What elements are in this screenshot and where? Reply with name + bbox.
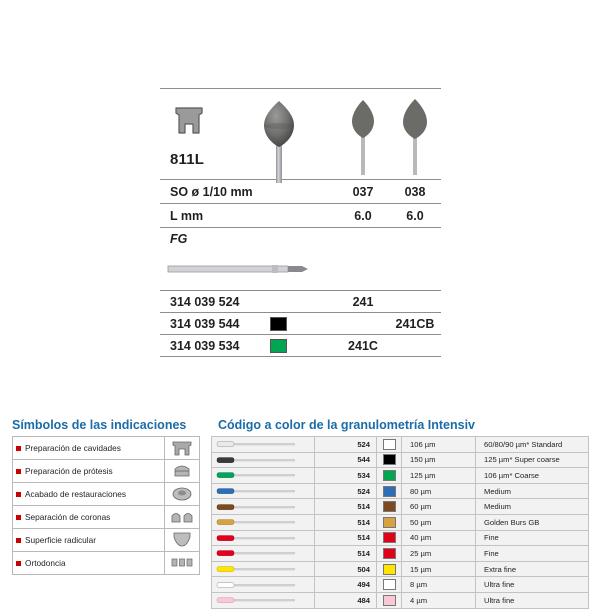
symbols-table [12, 436, 200, 575]
grit-ref: 524 [315, 437, 377, 453]
table-row [13, 506, 200, 529]
table-row [212, 499, 589, 515]
bullet-icon [16, 561, 21, 566]
bur-profile-icon [215, 534, 305, 542]
grit-desc: Golden Burs GB [476, 514, 589, 530]
symbol-label: Preparación de cavidades [25, 443, 121, 453]
color-swatch-black [270, 317, 287, 331]
grit-desc: Medium [476, 483, 589, 499]
spec-value: 6.0 [354, 208, 372, 223]
restoration-finishing-icon [165, 483, 200, 506]
symbol-label-cell [13, 460, 165, 483]
bur-profile-icon [215, 518, 305, 526]
bur-profile-icon [215, 581, 305, 589]
grit-bur-icon-cell [212, 468, 315, 484]
grit-desc: 125 µm* Super coarse [476, 452, 589, 468]
shank-profile-icon [168, 262, 318, 276]
table-row [212, 452, 589, 468]
bur-profile-icon [215, 487, 305, 495]
orthodontics-icon [165, 552, 200, 575]
spec-label: L mm [170, 208, 204, 223]
symbol-label-cell [13, 437, 165, 460]
prosthesis-prep-icon [165, 460, 200, 483]
bur-profile-icon [215, 549, 305, 557]
spec-value: 038 [404, 184, 426, 199]
grit-size: 60 µm [402, 499, 476, 515]
cavity-prep-icon [170, 439, 194, 456]
grit-ref: 504 [315, 561, 377, 577]
grit-bur-icon-cell [212, 561, 315, 577]
bur-preview-037 [337, 89, 389, 179]
crown-separation-icon [170, 508, 194, 525]
grit-size: 40 µm [402, 530, 476, 546]
grit-bur-icon-cell [212, 514, 315, 530]
root-surface-icon [170, 531, 194, 548]
bur-profile-icon [215, 596, 305, 604]
table-row [212, 483, 589, 499]
grit-code-alt: 241CB [395, 316, 435, 331]
symbol-label: Ortodoncia [25, 558, 66, 568]
shank-type-label: FG [170, 232, 188, 246]
grit-size: 150 µm [402, 452, 476, 468]
grit-color-swatch [377, 514, 402, 530]
symbol-label-cell [13, 506, 165, 529]
grit-desc: Fine [476, 530, 589, 546]
grit-ref: 484 [315, 592, 377, 608]
grit-ref: 514 [315, 530, 377, 546]
symbol-label: Superficie radicular [25, 535, 97, 545]
shank-illustration-row [160, 250, 441, 291]
table-row [212, 468, 589, 484]
grit-size: 25 µm [402, 546, 476, 562]
grit-ref: 534 [315, 468, 377, 484]
grit-bur-icon-cell [212, 530, 315, 546]
grit-desc: Medium [476, 499, 589, 515]
reference-number: 314 039 524 [170, 294, 240, 309]
grit-desc: Extra fine [476, 561, 589, 577]
grit-size: 125 µm [402, 468, 476, 484]
bur-profile-icon [215, 440, 305, 448]
table-row [212, 437, 589, 453]
grit-ref: 524 [315, 483, 377, 499]
root-surface-icon [165, 529, 200, 552]
grit-size: 106 µm [402, 437, 476, 453]
grit-size: 50 µm [402, 514, 476, 530]
grit-color-swatch [377, 452, 402, 468]
bullet-icon [16, 469, 21, 474]
reference-row [160, 335, 441, 357]
reference-row [160, 291, 441, 313]
grit-desc: Ultra fine [476, 577, 589, 593]
table-row [212, 592, 589, 608]
product-code: 811L [170, 151, 205, 168]
grit-ref: 494 [315, 577, 377, 593]
grit-bur-icon-cell [212, 546, 315, 562]
cavity-prep-icon [165, 437, 200, 460]
table-row [212, 546, 589, 562]
table-row [13, 460, 200, 483]
table-row [13, 437, 200, 460]
product-card [160, 88, 441, 357]
reference-number: 314 039 534 [170, 338, 240, 353]
grit-color-swatch [377, 499, 402, 515]
table-row [212, 530, 589, 546]
bur-outline-icon [398, 97, 432, 175]
grit-bur-icon-cell [212, 452, 315, 468]
prosthesis-prep-icon [170, 462, 194, 479]
symbol-label-cell [13, 552, 165, 575]
grit-color-swatch [377, 468, 402, 484]
restoration-finishing-icon [170, 485, 194, 502]
grit-bur-icon-cell [212, 592, 315, 608]
symbol-label: Separación de coronas [25, 512, 111, 522]
tooth-icon [172, 103, 206, 137]
reference-number: 314 039 544 [170, 316, 240, 331]
table-row [212, 561, 589, 577]
grit-ref: 514 [315, 546, 377, 562]
grit-color-swatch [377, 437, 402, 453]
grit-color-swatch [377, 592, 402, 608]
grit-ref: 544 [315, 452, 377, 468]
grit-color-swatch [377, 530, 402, 546]
grit-ref: 514 [315, 499, 377, 515]
grit-code-table [211, 436, 589, 609]
orthodontics-icon [170, 554, 194, 571]
grit-desc: Ultra fine [476, 592, 589, 608]
grit-bur-icon-cell [212, 577, 315, 593]
bur-outline-icon [346, 97, 380, 175]
spec-value: 037 [352, 184, 374, 199]
grit-desc: Fine [476, 546, 589, 562]
color-swatch-green [270, 339, 287, 353]
table-row [212, 577, 589, 593]
bur-profile-icon [215, 471, 305, 479]
grit-code: 241C [348, 338, 378, 353]
spec-row-length [160, 204, 441, 228]
bur-main-image [220, 89, 337, 179]
symbols-title: Símbolos de las indicaciones [12, 418, 187, 432]
grit-color-swatch [377, 577, 402, 593]
grit-desc: 60/80/90 µm* Standard [476, 437, 589, 453]
symbol-label: Acabado de restauraciones [25, 489, 127, 499]
grit-code-title: Código a color de la granulometría Intensiv [218, 418, 475, 432]
bullet-icon [16, 446, 21, 451]
spec-value: 6.0 [406, 208, 424, 223]
grit-color-swatch [377, 483, 402, 499]
reference-row [160, 313, 441, 335]
grit-ref: 514 [315, 514, 377, 530]
grit-code: 241 [352, 294, 374, 309]
symbol-label: Preparación de prótesis [25, 466, 113, 476]
grit-size: 8 µm [402, 577, 476, 593]
bullet-icon [16, 515, 21, 520]
bullet-icon [16, 492, 21, 497]
grit-swatch-cell [270, 317, 337, 331]
symbol-label-cell [13, 529, 165, 552]
bur-profile-icon [215, 565, 305, 573]
diamond-bur-illustration [255, 95, 303, 183]
table-row [13, 529, 200, 552]
crown-separation-icon [165, 506, 200, 529]
bur-profile-icon [215, 456, 305, 464]
grit-color-swatch [377, 546, 402, 562]
bur-profile-icon [215, 503, 305, 511]
spec-row-so [160, 180, 441, 204]
grit-desc: 106 µm* Coarse [476, 468, 589, 484]
grit-color-swatch [377, 561, 402, 577]
product-header-row [160, 88, 441, 180]
grit-bur-icon-cell [212, 483, 315, 499]
shank-type-row [160, 228, 441, 250]
shape-cell [160, 89, 220, 179]
grit-bur-icon-cell [212, 437, 315, 453]
grit-size: 15 µm [402, 561, 476, 577]
grit-size: 80 µm [402, 483, 476, 499]
table-row [13, 483, 200, 506]
table-row [212, 514, 589, 530]
grit-size: 4 µm [402, 592, 476, 608]
spec-label: SO ø 1/10 mm [170, 184, 253, 199]
bur-preview-038 [389, 89, 441, 179]
table-row [13, 552, 200, 575]
grit-swatch-cell [270, 339, 337, 353]
symbol-label-cell [13, 483, 165, 506]
bullet-icon [16, 538, 21, 543]
grit-bur-icon-cell [212, 499, 315, 515]
